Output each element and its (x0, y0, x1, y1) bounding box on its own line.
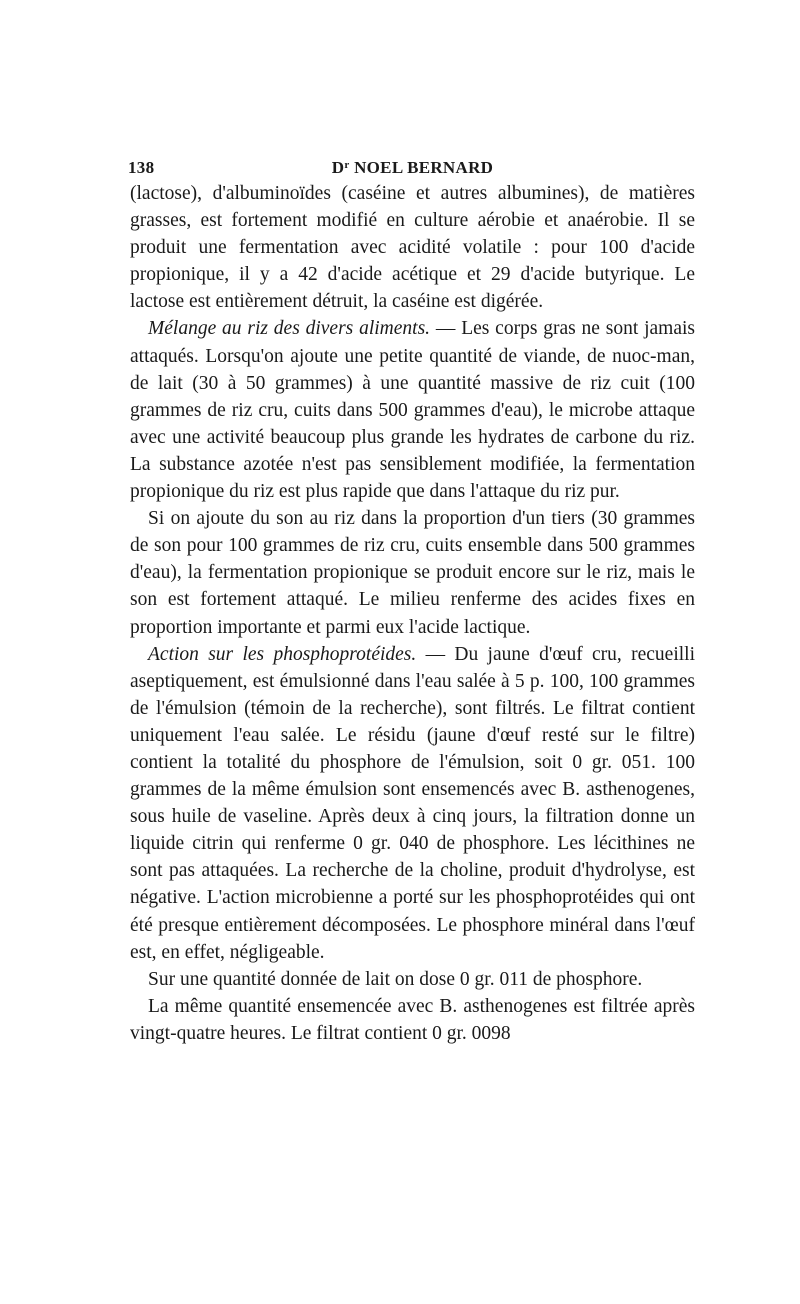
paragraph-text: (lactose), d'albuminoïdes (caséine et autres albumines), de matières grasses, est fortement modifié en culture aérobie et anaérobie. Il se produit une fermentation avec acidité volatile : pour 100 d'acide propionique, il y a 42 d'acide acétique et 29 d'acide butyrique. Le lactose est entièrement détruit, la caséine est digérée. (130, 183, 695, 313)
running-head-title (130, 158, 695, 178)
title-prefix: D (331, 158, 345, 177)
paragraph-ensemencee (130, 993, 695, 1047)
paragraph-phosphoproteides (130, 641, 695, 966)
paragraph-text: — Du jaune d'œuf cru, recueilli aseptiquement, est émulsionné dans l'eau salée à 5 p. 100, 100 grammes de l'émulsion (témoin de la recherche), sont filtrés. Le filtrat contient uniquement l'eau salée. Le résidu (jaune d'œuf resté sur le filtre) contient la totalité du phosphore de l'émulsion, soit 0 gr. 051. 100 grammes de la même émulsion sont ensemencés avec B. asthenogenes, sous huile de vaseline. Après deux à cinq jours, la filtration donne un liquide citrin qui renferme 0 gr. 040 de phosphore. Les lécithines ne sont pas attaquées. La recherche de la choline, produit d'hydrolyse, est négative. L'action microbienne a porté sur les phosphoprotéides qui ont été presque entièrement décomposées. Le phosphore minéral dans l'œuf est, en effet, négligeable. (130, 643, 695, 963)
running-head (130, 150, 695, 180)
author-name: NOEL BERNARD (349, 158, 494, 177)
page-number: 138 (128, 158, 155, 177)
paragraph-text: Si on ajoute du son au riz dans la proportion d'un tiers (30 grammes de son pour 100 grammes de riz cru, cuits ensemble dans 500 grammes d'eau), la fermentation propionique se produit encore sur le riz, mais le son est fortement attaqué. Le milieu renferme des acides fixes en proportion importante et parmi eux l'acide lactique. (130, 508, 695, 638)
section-lede: Action sur les phosphoprotéides. (148, 643, 417, 665)
paragraph-text: Sur une quantité donnée de lait on dose 0 gr. 011 de phosphore. (148, 968, 643, 990)
paragraph-text: — Les corps gras ne sont jamais attaqués. Lorsqu'on ajoute une petite quantité de viande, de nuoc-man, de lait (30 à 50 grammes) à une quantité massive de riz cuit (100 grammes de riz cru, cuits dans 500 grammes d'eau), le microbe attaque avec une activité beaucoup plus grande les hydrates de carbone du riz. La substance azotée n'est pas sensiblement modifiée, la fermentation propionique du riz est plus rapide que dans l'attaque du riz pur. (130, 318, 696, 503)
paragraph-lactose (130, 180, 695, 315)
paragraph-son-riz (130, 505, 695, 640)
paragraph-text: La même quantité ensemencée avec B. asthenogenes est filtrée après vingt-quatre heures. Le filtrat contient 0 gr. 0098 (130, 995, 695, 1044)
book-page (130, 150, 695, 1047)
body-text (130, 180, 695, 1047)
section-lede: Mélange au riz des divers aliments. (148, 318, 431, 340)
title-superscript: r (344, 159, 350, 171)
paragraph-lait-dose (130, 966, 695, 993)
paragraph-melange-riz (130, 315, 695, 505)
